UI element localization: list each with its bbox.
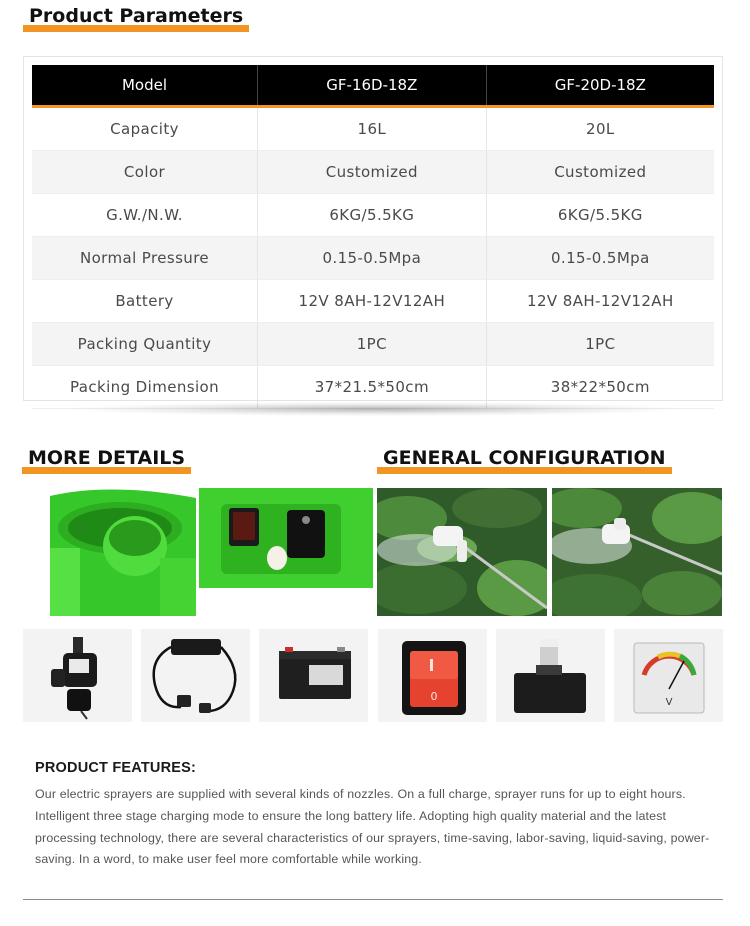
table-row [32, 280, 714, 323]
switch-panel-photo [199, 488, 373, 616]
nozzle-spray-photo-2 [552, 488, 722, 616]
row-value-b: 1PC [486, 323, 714, 366]
row-value-b: 0.15-0.5Mpa [486, 237, 714, 280]
nozzle-spray-photo-1 [377, 488, 547, 616]
pump-photo [23, 629, 132, 722]
row-label: Normal Pressure [32, 237, 258, 280]
row-value-a: 1PC [258, 323, 487, 366]
row-label: Packing Dimension [32, 366, 258, 409]
tank-opening-photo [50, 488, 196, 616]
row-label: G.W./N.W. [32, 194, 258, 237]
voltmeter-photo [614, 629, 723, 722]
row-label: Capacity [32, 107, 258, 151]
table-row [32, 107, 714, 151]
charger-photo [141, 629, 250, 722]
row-value-b: 20L [486, 107, 714, 151]
general-configuration-heading: GENERAL CONFIGURATION [377, 446, 672, 470]
product-features-text: Our electric sprayers are supplied with several kinds of nozzles. On a full charge, sprayer runs for up to eight hours. Intelligent three stage charging mode to ensure the long battery life. Adopting high quality material and the latest processing technology, there are several characteristics of our sprayers, time-saving, labor-saving, liquid-saving, power-saving. In a word, to make user feel more comfortable while working. [35, 787, 710, 867]
product-parameters-heading: Product Parameters [23, 4, 249, 28]
pressure-knob-photo [496, 629, 605, 722]
header-model-b: GF-20D-18Z [486, 65, 714, 107]
table-drop-shadow [70, 402, 680, 416]
bottom-divider [23, 899, 723, 900]
table-header-row [32, 65, 714, 107]
row-value-a: 37*21.5*50cm [258, 366, 487, 409]
row-label: Packing Quantity [32, 323, 258, 366]
row-label: Battery [32, 280, 258, 323]
row-value-a: 16L [258, 107, 487, 151]
header-model: Model [32, 65, 258, 107]
product-features-title: PRODUCT FEATURES: [35, 760, 197, 776]
table-row [32, 323, 714, 366]
row-value-a: 6KG/5.5KG [258, 194, 487, 237]
row-value-b: 38*22*50cm [486, 366, 714, 409]
spec-table [32, 65, 714, 409]
row-value-b: 12V 8AH-12V12AH [486, 280, 714, 323]
row-value-a: 0.15-0.5Mpa [258, 237, 487, 280]
switch-mark: 0 [430, 690, 438, 703]
row-value-b: 6KG/5.5KG [486, 194, 714, 237]
row-value-a: Customized [258, 151, 487, 194]
row-value-a: 12V 8AH-12V12AH [258, 280, 487, 323]
more-details-heading: MORE DETAILS [22, 446, 191, 470]
table-row [32, 194, 714, 237]
gauge-unit: V [665, 697, 673, 708]
rocker-switch-photo [378, 629, 487, 722]
header-model-a: GF-16D-18Z [258, 65, 487, 107]
spec-table-frame [23, 56, 723, 401]
row-label: Color [32, 151, 258, 194]
table-row [32, 237, 714, 280]
row-value-b: Customized [486, 151, 714, 194]
table-row [32, 151, 714, 194]
battery-photo [259, 629, 368, 722]
